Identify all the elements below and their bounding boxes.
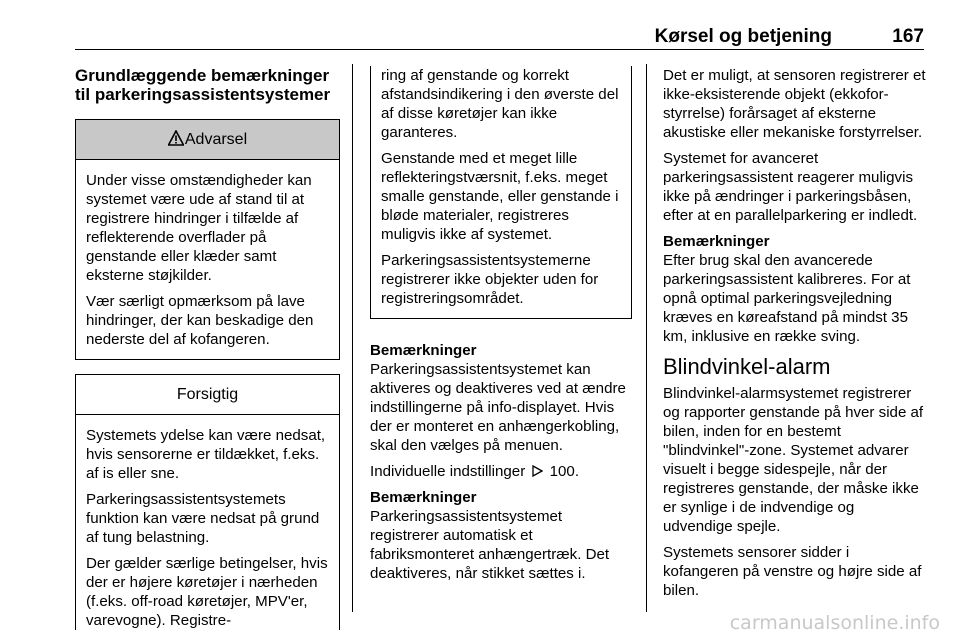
header-rule: [75, 49, 924, 50]
caution-box: [75, 374, 340, 630]
warning-box: [75, 119, 340, 360]
column-1: [75, 66, 340, 630]
paragraph: Blindvinkel-alarmsystemet registrerer og rapporter genstande på hver side af bilen, inden for en bestemt "blindvinkel"-zone. Systemet advarer visuelt i begge sidespejle, når der registreres genstande, der måske ikke er synlige i de indvendige og udvendige spejle.: [663, 385, 924, 535]
column-divider: [646, 64, 647, 612]
settings-reference: Individuelle indstillinger 100.: [370, 463, 580, 480]
column-3: [663, 66, 927, 607]
paragraph: Systemet for avanceret parkeringsassistent reagerer muligvis ikke på ændringer i parkeringsbåsen, efter at en parallelparkering er indledt.: [663, 150, 918, 224]
paragraph: Det er muligt, at sensoren registrerer et ikke-eksisterende objekt (ekkofor-styrrelse) forårsaget af eksterne akustiske eller mekaniske forstyrrelser.: [663, 67, 926, 141]
note-label: Bemærkninger: [370, 489, 477, 506]
caution-body: [76, 415, 339, 630]
note: [370, 488, 632, 583]
column-2: [370, 66, 632, 590]
caution-paragraph: Parkeringsassistentsystemets funktion kan være nedsat på grund af tung belastning.: [86, 491, 320, 546]
caution-header: [76, 375, 339, 415]
caution-title: Forsigtig: [176, 386, 239, 403]
note-label: Bemærkninger: [663, 233, 770, 250]
paragraph: Systemets sensorer sidder i kofangeren på venstre og højre side af bilen.: [663, 544, 922, 599]
note-text: Parkeringsassistentsystemet registrerer automatisk et fabriksmonteret anhængertræk. Det deaktiveres, når stikket sættes i.: [370, 508, 610, 582]
section-heading: Blindvinkel-alarm: [663, 354, 831, 379]
page-number: 167: [892, 26, 924, 47]
note-label: Bemærkninger: [370, 342, 477, 359]
warning-paragraph: Vær særligt opmærksom på lave hindringer, der kan beskadige den nederste del af kofangeren.: [86, 293, 314, 348]
note: [370, 341, 632, 455]
note-text: Efter brug skal den avancerede parkeringsassistent kalibreres. For at opnå optimal parkeringsvejledning kræves en køreafstand på mindst 35 km, inklusive en række sving.: [663, 252, 911, 345]
warning-paragraph: Under visse omstændigheder kan systemet være ude af stand til at registrere hindringer i tilfælde af reflekterende overflader på genstande eller klæder samt eksterne støjkilder.: [86, 172, 312, 284]
caution-paragraph: Der gælder særlige betingelser, hvis der er højere køretøjer i nærheden (f.eks. off-road køretøjer, MPV'er, varevogne). Registre-: [86, 555, 328, 629]
caution-paragraph: Genstande med et meget lille reflekteringstværsnit, f.eks. meget smalle genstande, eller genstande i bløde materialer, registreres muligvis ikke af systemet.: [381, 150, 619, 243]
warning-title: Advarsel: [184, 131, 248, 148]
watermark: carmanualsonline.info: [729, 612, 940, 634]
caution-paragraph: Systemets ydelse kan være nedsat, hvis sensorerne er tildækket, f.eks. af is eller sne.: [86, 427, 326, 482]
warning-header: [76, 120, 339, 160]
caution-paragraph: ring af genstande og korrekt afstandsindikering i den øverste del af disse køretøjer kan ikke garanteres.: [381, 67, 619, 141]
reference-page[interactable]: 100.: [549, 463, 580, 480]
column-divider: [352, 64, 353, 612]
page-reference-icon: [531, 465, 543, 477]
note: [663, 232, 927, 346]
warning-body: [76, 160, 339, 359]
header-title: Kørsel og betjening: [654, 26, 832, 47]
note-text: Parkeringsassistentsystemet kan aktiveres og deaktiveres ved at ændre indstillingerne på info-displayet. Hvis der er monteret en anhængerkobling, skal den vælges på menuen.: [370, 361, 626, 454]
page-header: [75, 26, 924, 48]
caution-box-continued: [370, 66, 632, 319]
warning-triangle-icon: [168, 130, 184, 146]
caution-paragraph: Parkeringsassistentsystemerne registrerer ikke objekter uden for registreringsområdet.: [381, 252, 599, 307]
section-title: Grundlæggende bemærkninger til parkeringsassistentsystemer: [75, 66, 331, 104]
